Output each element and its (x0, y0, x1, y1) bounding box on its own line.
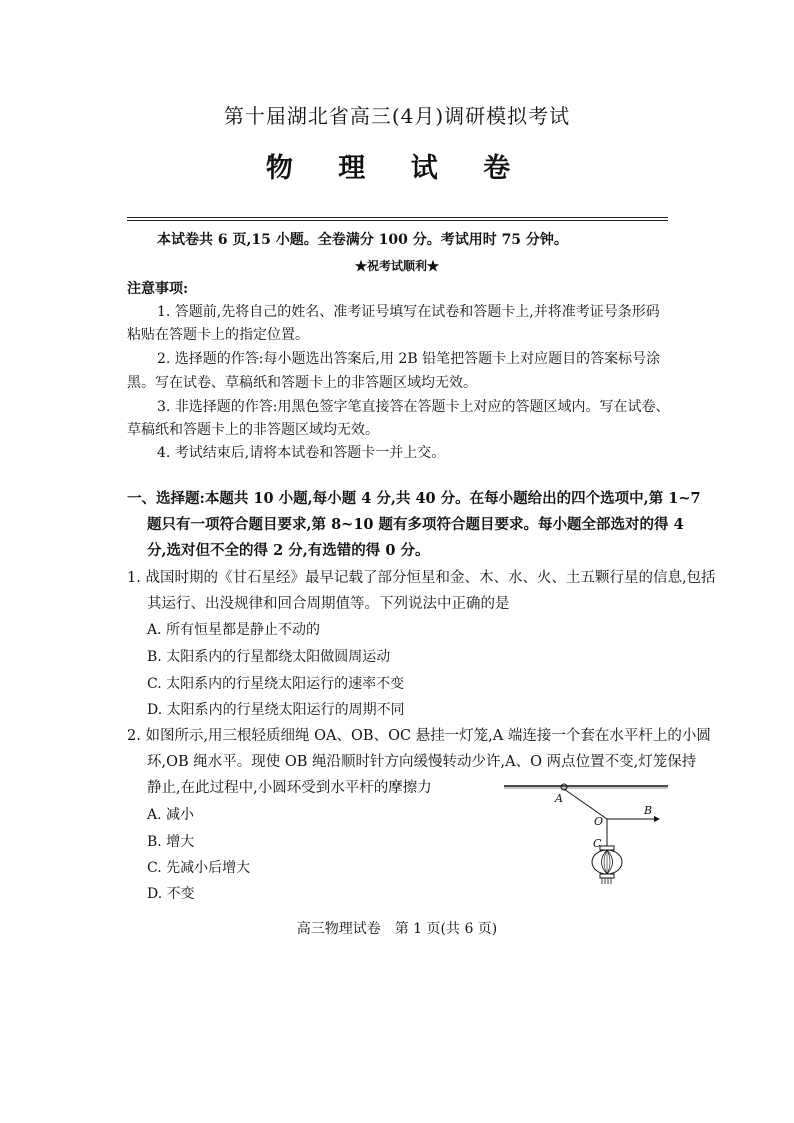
note-line: 黑。写在试卷、草稿纸和答题卡上的非答题区域均无效。 (127, 375, 477, 391)
notes-heading: 注意事项: (127, 281, 189, 297)
question-2-stem: 2. 如图所示,用三根轻质细绳 OA、OB、OC 悬挂一灯笼,A 端连接一个套在水平杆上的小圆 (127, 728, 711, 744)
question-1-stem: 1. 战国时期的《甘石星经》最早记载了部分恒星和金、木、水、火、土五颗行星的信息,包括 (127, 570, 716, 586)
note-line: 粘贴在答题卡上的指定位置。 (127, 327, 309, 343)
label-a: A (555, 792, 563, 805)
question-2-option-d[interactable]: D. 不变 (147, 886, 195, 902)
note-line: 草稿纸和答题卡上的非答题区域均无效。 (127, 422, 379, 438)
exam-title: 第十届湖北省高三(4月)调研模拟考试 (223, 104, 571, 128)
lantern-icon (592, 846, 622, 884)
header-rule-bottom (127, 220, 668, 221)
section-heading-cont: 分,选对但不全的得 2 分,有选错的得 0 分。 (147, 542, 430, 559)
question-1-stem-cont: 其运行、出没规律和回合周期值等。下列说法中正确的是 (147, 596, 510, 612)
label-o: O (594, 815, 604, 828)
note-line: 2. 选择题的作答:每小题选出答案后,用 2B 铅笔把答题卡上对应题目的答案标号涂 (157, 351, 661, 367)
section-heading: 一、选择题:本题共 10 小题,每小题 4 分,共 40 分。在每小题给出的四个选项中,第 1~7 (127, 490, 701, 507)
subject-title: 物 理 试 卷 (265, 153, 529, 184)
header-rule-top (127, 217, 668, 218)
question-1-option-b[interactable]: B. 太阳系内的行星都绕太阳做圆周运动 (147, 649, 391, 665)
good-luck-wish: ★祝考试顺利★ (354, 259, 439, 273)
question-1-option-a[interactable]: A. 所有恒星都是静止不动的 (147, 622, 321, 638)
lantern-figure (500, 776, 672, 888)
question-2-option-a[interactable]: A. 减小 (147, 807, 195, 823)
arrow-head-icon (654, 816, 660, 822)
question-2-stem-cont: 环,OB 绳水平。现使 OB 绳沿顺时针方向缓慢转动少许,A、O 两点位置不变,灯笼保持 (147, 754, 697, 770)
question-2-option-c[interactable]: C. 先减小后增大 (147, 860, 251, 876)
question-1-option-d[interactable]: D. 太阳系内的行星绕太阳运行的周期不同 (147, 702, 405, 718)
question-1-option-c[interactable]: C. 太阳系内的行星绕太阳运行的速率不变 (147, 676, 405, 692)
section-heading-cont: 题只有一项符合题目要求,第 8~10 题有多项符合题目要求。每小题全部选对的得 4 (147, 516, 684, 533)
question-2-option-b[interactable]: B. 增大 (147, 834, 195, 850)
label-b: B (644, 804, 653, 817)
note-line: 3. 非选择题的作答:用黑色签字笔直接答在答题卡上对应的答题区域内。写在试卷、 (157, 399, 670, 415)
note-line: 1. 答题前,先将自己的姓名、准考证号填写在试卷和答题卡上,并将准考证号条形码 (157, 304, 660, 320)
note-line: 4. 考试结束后,请将本试卷和答题卡一并上交。 (157, 445, 446, 461)
label-c: C (593, 837, 602, 850)
exam-summary: 本试卷共 6 页,15 小题。全卷满分 100 分。考试用时 75 分钟。 (157, 232, 568, 248)
page-footer: 高三物理试卷 第 1 页(共 6 页) (296, 921, 498, 937)
question-2-stem-cont: 静止,在此过程中,小圆环受到水平杆的摩擦力 (147, 780, 432, 796)
